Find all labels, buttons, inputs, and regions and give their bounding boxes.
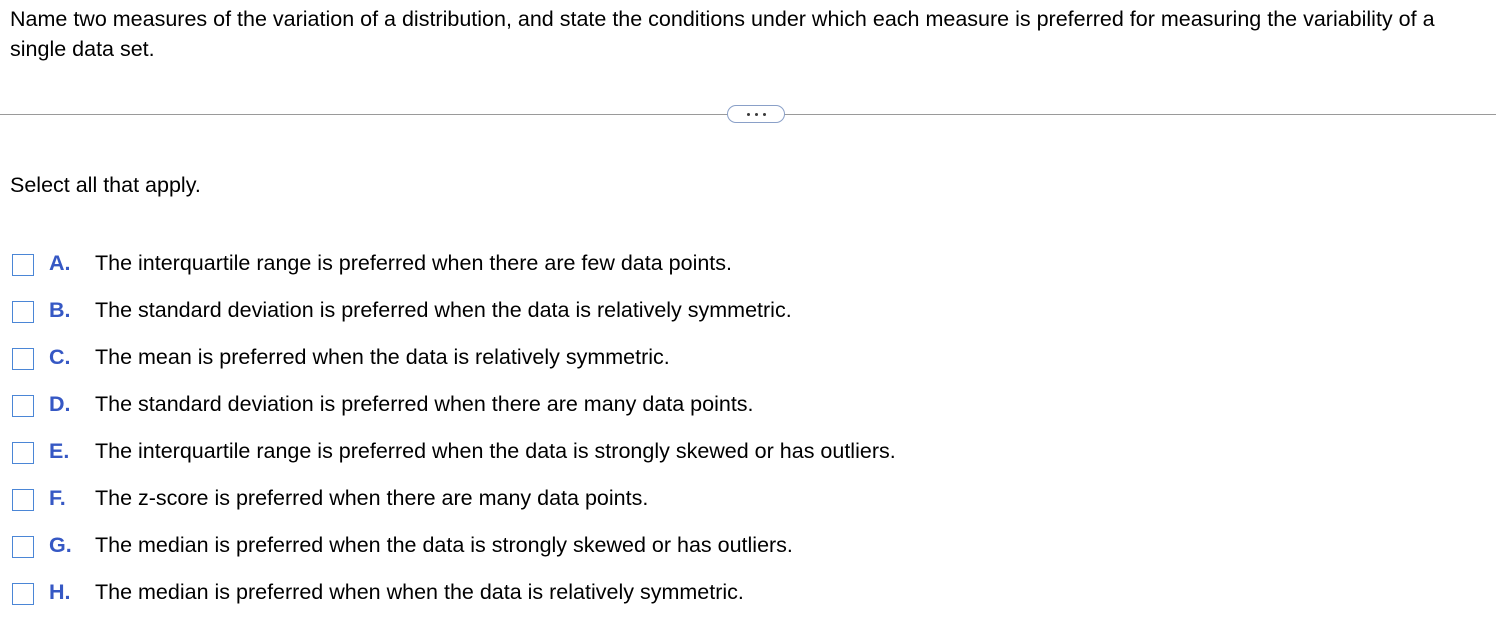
- answer-option-a[interactable]: [12, 240, 896, 287]
- option-text: The z-score is preferred when there are many data points.: [95, 486, 649, 510]
- option-letter: D.: [49, 392, 71, 416]
- answer-option-c[interactable]: [12, 334, 896, 381]
- option-letter: G.: [49, 533, 72, 557]
- ellipsis-icon: [763, 113, 766, 116]
- checkbox[interactable]: [12, 348, 34, 370]
- instruction-text: Select all that apply.: [10, 173, 201, 197]
- option-letter: C.: [49, 345, 71, 369]
- option-text: The standard deviation is preferred when there are many data points.: [95, 392, 754, 416]
- option-letter: E.: [49, 439, 70, 463]
- option-letter: H.: [49, 580, 71, 604]
- answer-option-e[interactable]: [12, 428, 896, 475]
- checkbox[interactable]: [12, 254, 34, 276]
- question-text: Name two measures of the variation of a distribution, and state the conditions under which each measure is preferred for measuring the variability of a single data set.: [10, 7, 1435, 61]
- ellipsis-icon: [747, 113, 750, 116]
- expand-more-button[interactable]: [727, 105, 785, 123]
- checkbox[interactable]: [12, 395, 34, 417]
- checkbox[interactable]: [12, 536, 34, 558]
- checkbox[interactable]: [12, 583, 34, 605]
- option-text: The interquartile range is preferred when there are few data points.: [95, 251, 733, 275]
- answer-option-d[interactable]: [12, 381, 896, 428]
- ellipsis-icon: [755, 113, 758, 116]
- checkbox[interactable]: [12, 442, 34, 464]
- answer-options-list: [12, 240, 896, 616]
- option-letter: A.: [49, 251, 71, 275]
- answer-option-f[interactable]: [12, 475, 896, 522]
- option-text: The standard deviation is preferred when the data is relatively symmetric.: [95, 298, 792, 322]
- checkbox[interactable]: [12, 489, 34, 511]
- option-text: The interquartile range is preferred when the data is strongly skewed or has outliers.: [95, 439, 896, 463]
- answer-option-g[interactable]: [12, 522, 896, 569]
- option-letter: B.: [49, 298, 71, 322]
- option-text: The median is preferred when the data is strongly skewed or has outliers.: [95, 533, 793, 557]
- answer-option-h[interactable]: [12, 569, 896, 616]
- option-letter: F.: [49, 486, 66, 510]
- checkbox[interactable]: [12, 301, 34, 323]
- answer-option-b[interactable]: [12, 287, 896, 334]
- option-text: The mean is preferred when the data is relatively symmetric.: [95, 345, 670, 369]
- option-text: The median is preferred when when the data is relatively symmetric.: [95, 580, 744, 604]
